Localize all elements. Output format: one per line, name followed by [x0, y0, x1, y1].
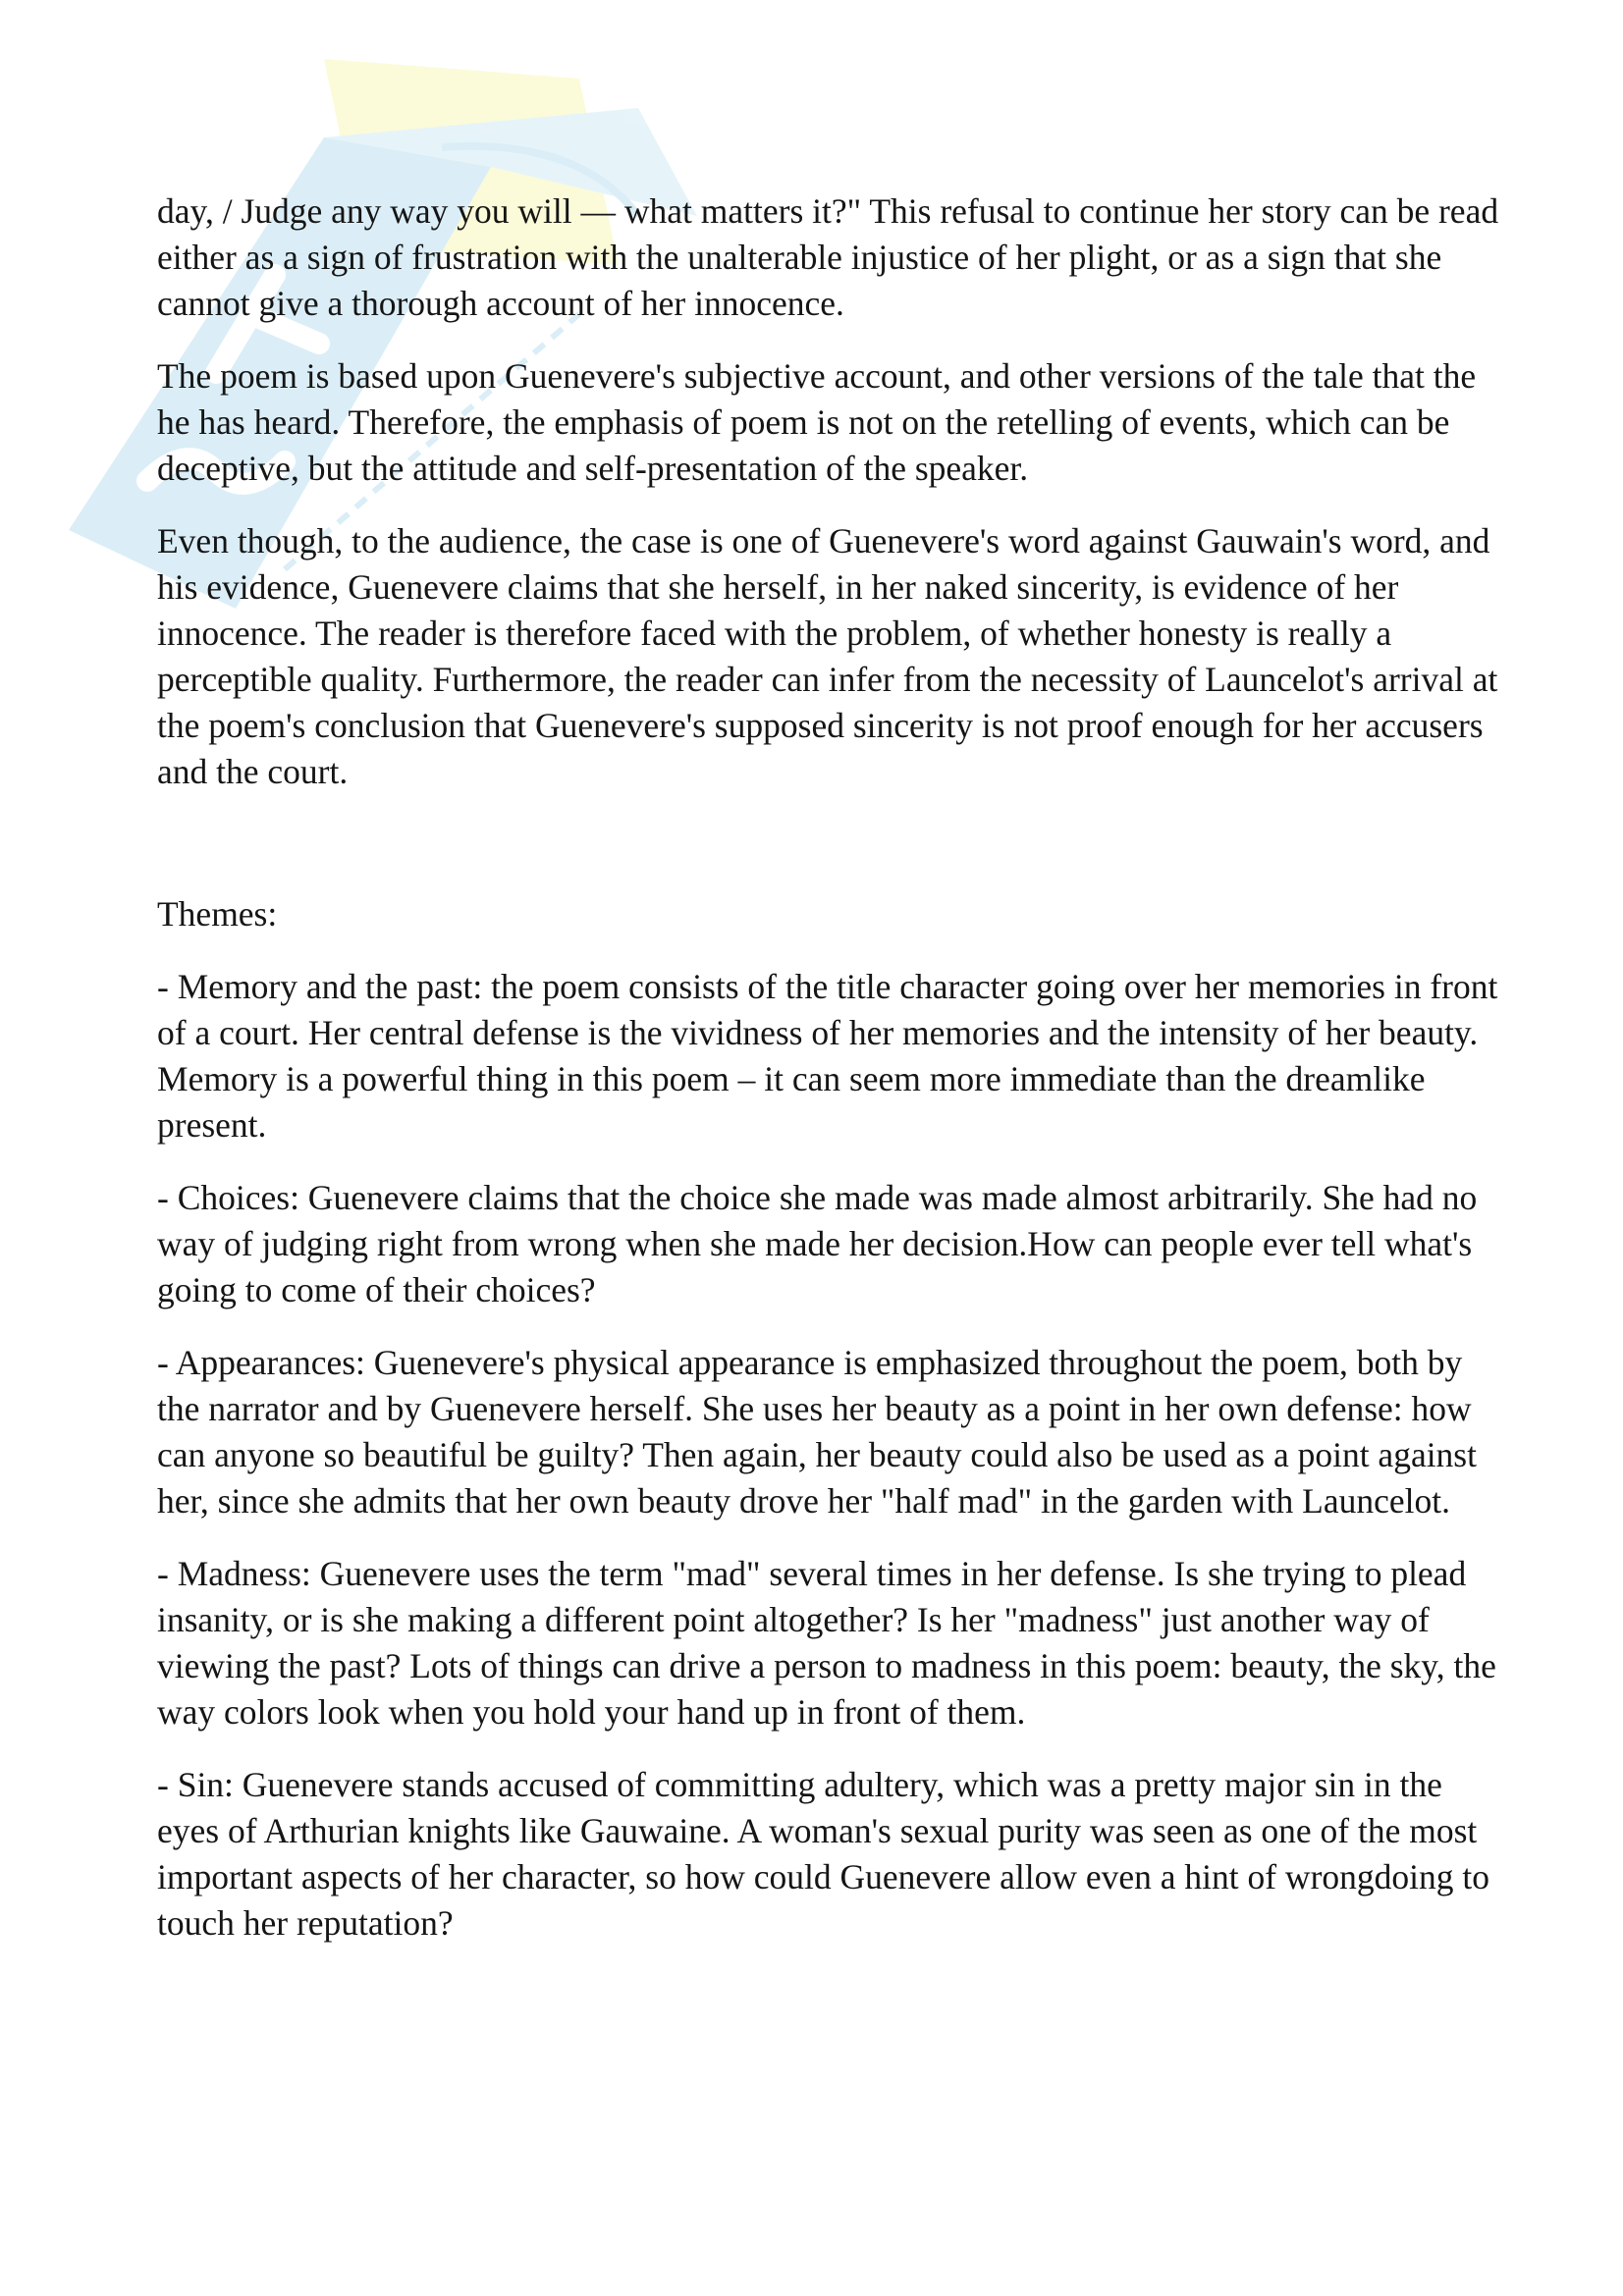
theme-item-madness: - Madness: Guenevere uses the term "mad" several times in her defense. Is she trying to plead insanity, or is she making a different point altogether? Is her "madness" just another way of viewing the past? Lots of things can drive a person to madness in this poem: beauty, the sky, the way colors look when you hold your hand up in front of them. — [157, 1554, 1496, 1732]
theme-item-memory: - Memory and the past: the poem consists of the title character going over her memories in front of a court. Her central defense is the vividness of her memories and the intensity of her beauty. Memory is a powerful thing in this poem – it can seem more immediate than the dreamlike present. — [157, 967, 1498, 1145]
themes-heading: Themes: — [157, 894, 278, 934]
document-body — [157, 188, 1502, 1973]
paragraph: Even though, to the audience, the case is one of Guenevere's word against Gauwain's word, and his evidence, Guenevere claims that she herself, in her naked sincerity, is evidence of her innocence. The reader is therefore faced with the problem, of whether honesty is really a perceptible quality. Furthermore, the reader can infer from the necessity of Launcelot's arrival at the poem's conclusion that Guenevere's supposed sincerity is not proof enough for her accusers and the court. — [157, 521, 1498, 791]
theme-item-sin: - Sin: Guenevere stands accused of committing adultery, which was a pretty major sin in the eyes of Arthurian knights like Gauwaine. A woman's sexual purity was seen as one of the most important aspects of her character, so how could Guenevere allow even a hint of wrongdoing to touch her reputation? — [157, 1765, 1489, 1943]
paragraph: The poem is based upon Guenevere's subjective account, and other versions of the tale that the he has heard. Therefore, the emphasis of poem is not on the retelling of events, which can be deceptive, but the attitude and self-presentation of the speaker. — [157, 356, 1477, 488]
paragraph: day, / Judge any way you will — what matters it?" This refusal to continue her story can be read either as a sign of frustration with the unalterable injustice of her plight, or as a sign that she cannot give a thorough account of her innocence. — [157, 191, 1499, 323]
theme-item-choices: - Choices: Guenevere claims that the choice she made was made almost arbitrarily. She had no way of judging right from wrong when she made her decision.How can people ever tell what's going to come of their choices? — [157, 1178, 1478, 1309]
theme-item-appearances: - Appearances: Guenevere's physical appearance is emphasized throughout the poem, both by the narrator and by Guenevere herself. She uses her beauty as a point in her own defense: how can anyone so beautiful be guilty? Then again, her beauty could also be used as a point against her, since she admits that her own beauty drove her "half mad" in the garden with Launcelot. — [157, 1343, 1477, 1521]
